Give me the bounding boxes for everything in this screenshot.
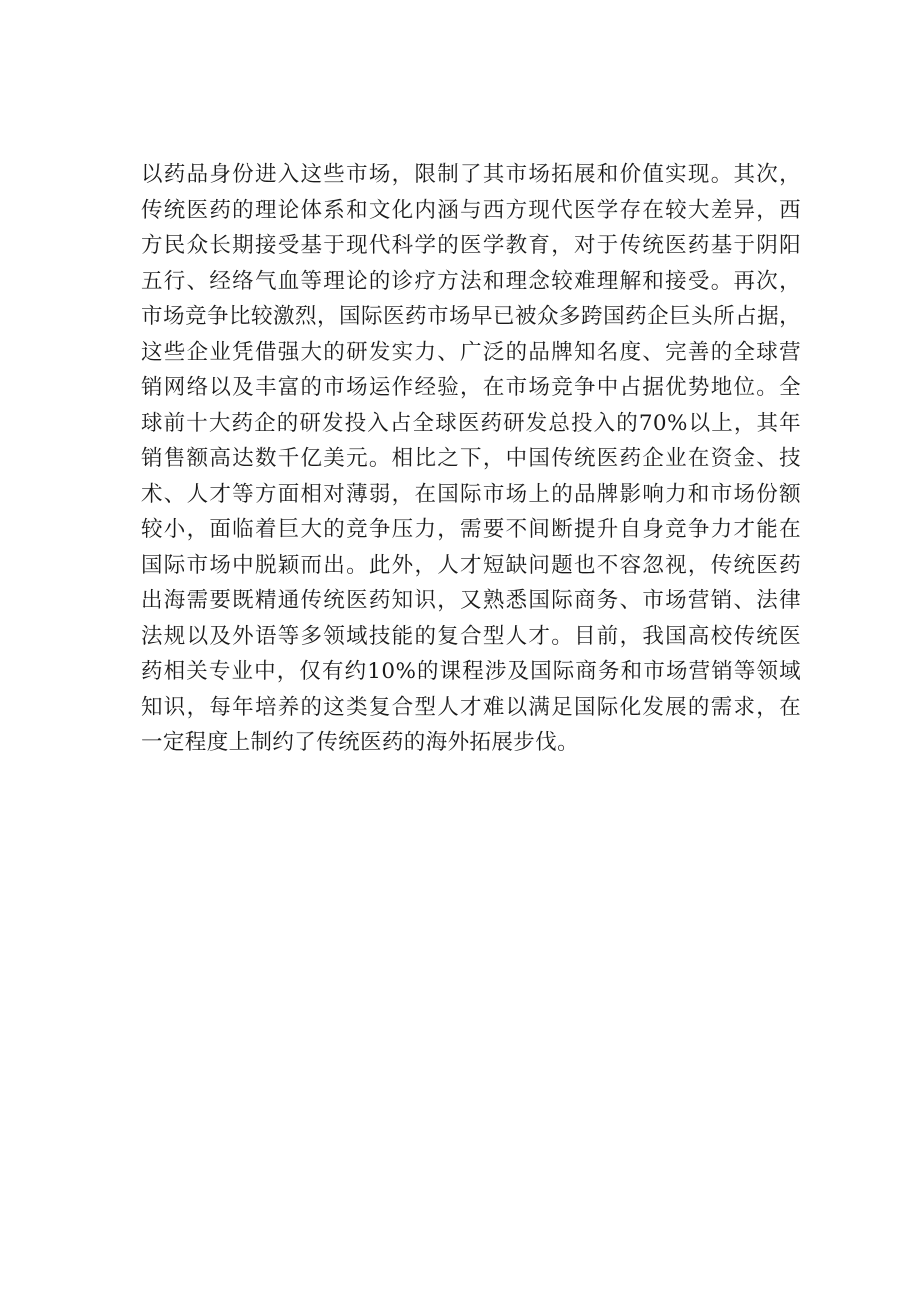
paragraph-line: 一定程度上制约了传统医药的海外拓展步伐。 bbox=[141, 730, 580, 755]
body-paragraph bbox=[141, 157, 801, 761]
paragraph-line: 销售额高达数千亿美元。相比之下，中国传统医药企业在资金、技 bbox=[141, 446, 801, 471]
paragraph-line: 这些企业凭借强大的研发实力、广泛的品牌知名度、完善的全球营 bbox=[141, 339, 801, 365]
paragraph-line: 术、人才等方面相对薄弱，在国际市场上的品牌影响力和市场份额 bbox=[141, 481, 801, 507]
paragraph-line: 法规以及外语等多领域技能的复合型人才。目前，我国高校传统医 bbox=[141, 623, 801, 649]
paragraph-line: 知识，每年培养的这类复合型人才难以满足国际化发展的需求，在 bbox=[141, 694, 801, 720]
paragraph-line: 市场竞争比较激烈，国际医药市场早已被众多跨国药企巨头所占据， bbox=[141, 304, 801, 329]
paragraph-line: 传统医药的理论体系和文化内涵与西方现代医学存在较大差异，西 bbox=[141, 197, 801, 223]
paragraph-line: 出海需要既精通传统医药知识，又熟悉国际商务、市场营销、法律 bbox=[141, 588, 801, 613]
paragraph-line: 五行、经络气血等理论的诊疗方法和理念较难理解和接受。再次， bbox=[141, 268, 801, 294]
paragraph-line: 球前十大药企的研发投入占全球医药研发总投入的70%以上，其年 bbox=[141, 410, 801, 436]
paragraph-line: 方民众长期接受基于现代科学的医学教育，对于传统医药基于阴阳 bbox=[141, 233, 801, 258]
paragraph-line: 销网络以及丰富的市场运作经验，在市场竞争中占据优势地位。全 bbox=[141, 375, 801, 400]
paragraph-line: 较小，面临着巨大的竞争压力，需要不间断提升自身竞争力才能在 bbox=[141, 517, 801, 542]
paragraph-line: 国际市场中脱颖而出。此外，人才短缺问题也不容忽视，传统医药 bbox=[141, 552, 801, 578]
paragraph-line: 药相关专业中，仅有约10%的课程涉及国际商务和市场营销等领域 bbox=[141, 659, 801, 684]
paragraph-line: 以药品身份进入这些市场，限制了其市场拓展和价值实现。其次， bbox=[141, 162, 801, 187]
